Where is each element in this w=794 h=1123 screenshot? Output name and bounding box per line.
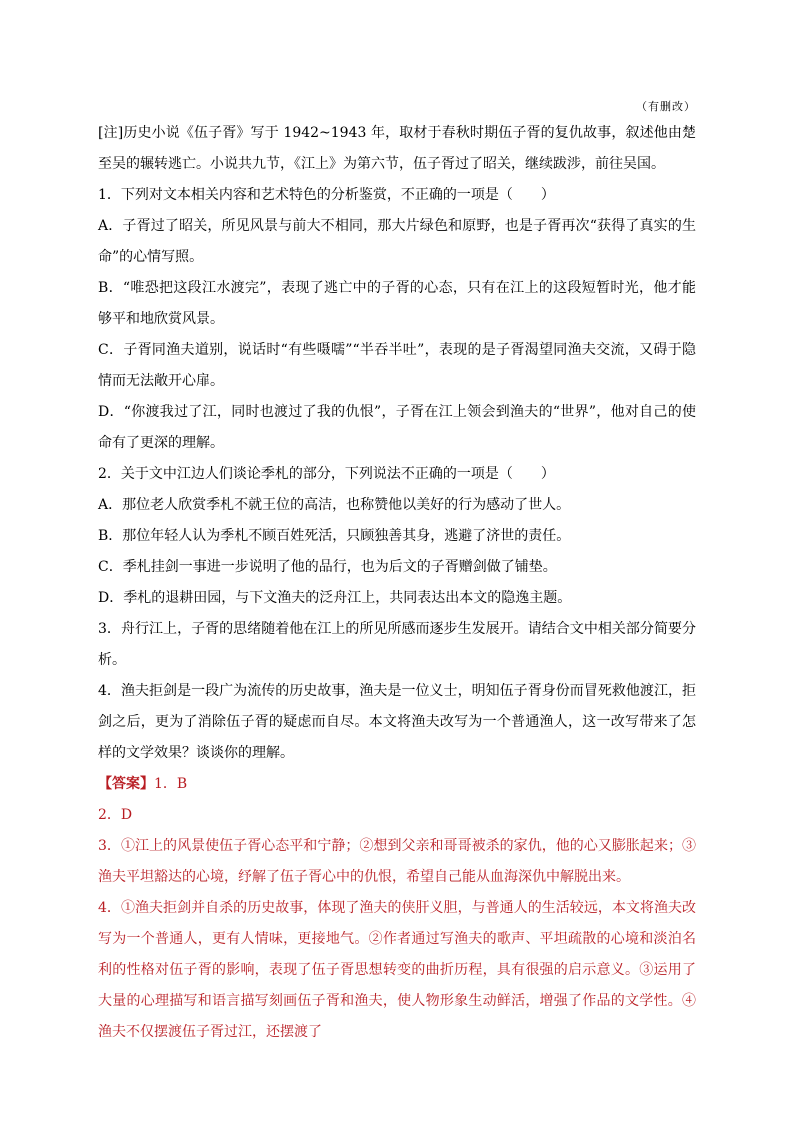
question-2-option-b: B．那位年轻人认为季札不顾百姓死活，只顾独善其身，逃避了济世的责任。	[98, 528, 571, 544]
question-1-stem: 1．下列对文本相关内容和艺术特色的分析鉴赏，不正确的一项是（ ）	[98, 187, 555, 203]
question-2-option-d: D．季札的退耕田园，与下文渔夫的泛舟江上，共同表达出本文的隐逸主题。	[98, 590, 572, 606]
annotation-paragraph: [注]历史小说《伍子胥》写于 1942~1943 年，取材于春秋时期伍子胥的复仇故事，叙述他由楚至吴的辗转逃亡。小说共九节，《江上》为第六节，伍子胥过了昭关，继续跋涉，前往吴国。	[98, 125, 696, 172]
question-1-option-a: A．子胥过了昭关，所见风景与前大不相同，那大片绿色和原野，也是子胥再次“获得了真实的生命”的心情写照。	[98, 218, 696, 265]
question-3: 3．舟行江上，子胥的思绪随着他在江上的所见所感而逐步生发展开。请结合文中相关部分简要分析。	[98, 621, 696, 668]
answer-line-1	[98, 769, 696, 800]
document-page	[98, 98, 696, 1048]
question-2-option-c: C．季札挂剑一事进一步说明了他的品行，也为后文的子胥赠剑做了铺垫。	[98, 559, 557, 575]
answer-3: 3．①江上的风景使伍子胥心态平和宁静；②想到父亲和哥哥被杀的家仇，他的心又膨胀起来；③渔夫平坦豁达的心境，纾解了伍子胥心中的仇恨，希望自己能从血海深仇中解脱出来。	[98, 838, 696, 885]
question-2-option-a: A．那位老人欣赏季札不就王位的高洁，也称赞他以美好的行为感动了世人。	[98, 497, 571, 513]
question-1-option-d: D．“你渡我过了江，同时也渡过了我的仇恨”，子胥在江上领会到渔夫的“世界”，他对自己的使命有了更深的理解。	[98, 404, 696, 451]
answer-2: 2．D	[98, 807, 133, 823]
answer-1: 1．B	[154, 776, 188, 792]
source-note: （有删改）	[636, 100, 696, 113]
question-1-option-b: B．“唯恐把这段江水渡完”，表现了逃亡中的子胥的心态，只有在江上的这段短暂时光，他才能够平和地欣赏风景。	[98, 280, 696, 327]
question-2-stem: 2．关于文中江边人们谈论季札的部分，下列说法不正确的一项是（ ）	[98, 466, 555, 482]
answer-label: 【答案】	[98, 776, 154, 792]
question-4: 4．渔夫拒剑是一段广为流传的历史故事，渔夫是一位义士，明知伍子胥身份而冒死救他渡江，拒剑之后，更为了消除伍子胥的疑虑而自尽。本文将渔夫改写为一个普通渔人，这一改写带来了怎样的文学效果？谈谈你的理解。	[98, 683, 696, 761]
question-1-option-c: C．子胥同渔夫道别，说话时“有些嗫嚅”“半吞半吐”，表现的是子胥渴望同渔夫交流，又碍于隐情而无法敞开心扉。	[98, 342, 696, 389]
answer-4: 4．①渔夫拒剑并自杀的历史故事，体现了渔夫的侠肝义胆，与普通人的生活较远，本文将渔夫改写为一个普通人，更有人情味，更接地气。②作者通过写渔夫的歌声、平坦疏散的心境和淡泊名利的性格对伍子胥的影响，表现了伍子胥思想转变的曲折历程，具有很强的启示意义。③运用了大量的心理描写和语言描写刻画伍子胥和渔夫，使人物形象生动鲜活，增强了作品的文学性。④渔夫不仅摆渡伍子胥过江，还摆渡了	[98, 900, 696, 1040]
